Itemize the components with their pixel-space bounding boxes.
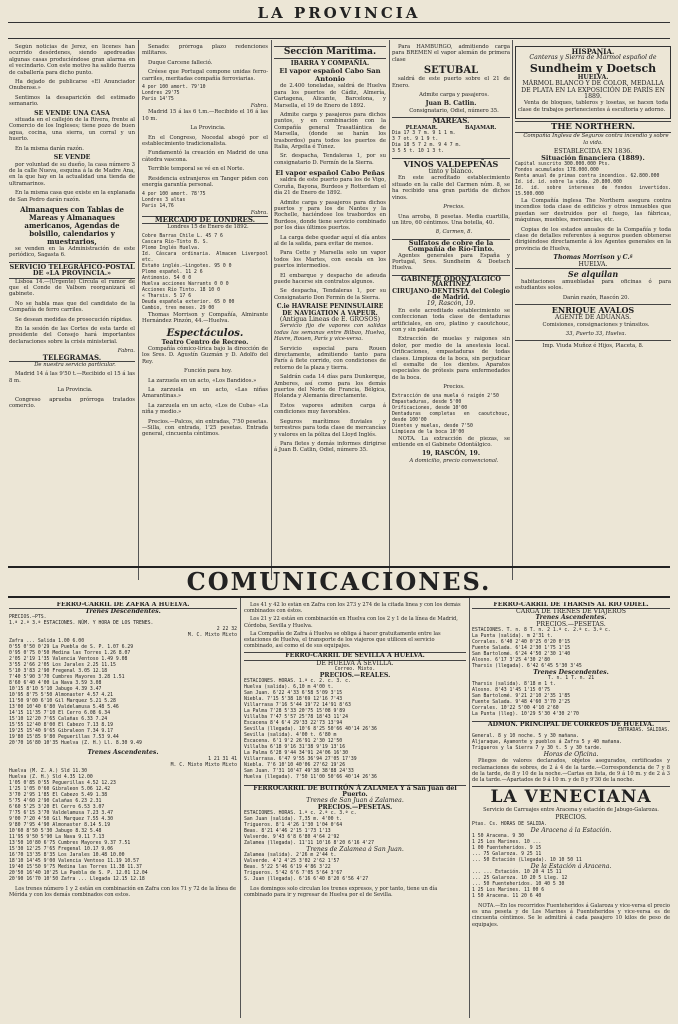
timetable-row: ... 50 Estación (Llegada). 10 10 50 11 <box>472 857 582 863</box>
column-adverts <box>515 44 671 574</box>
news-paragraph: Admite carga y pasajeros para dichos puntos, y en combinación con la Compañía general Trasatlántica de Marsella, (donde se harán los trasbordos) para todos los puertos de Italia, Argelia é Túnez. <box>274 112 386 151</box>
market-date: Londres 15 de Enero de 1892. <box>167 224 249 231</box>
timetable-note: Pliegos de valores declarados, objetos asegurados, certificados y reclamaciones de sobres, de 2 á 4 de la tarde.—Correspondencia de 7 y 8 de la tarde, de 8 y 10 de la noche.—Cartas en lista, de 9 á 10 m. y de 2 á 3 de la tarde.—Apartados de 9 á 10 m. y de 8 y 9'30 de la noche. <box>472 758 670 784</box>
timetable-row: Zafra ... Salida 1.00 6.00 <box>9 639 85 645</box>
news-paragraph: La zarzuela en un acto, «Las niñas Amarantinas.» <box>142 386 268 400</box>
timetable-row: Valverde. 4'2 4'25 3'02 2'62 1'57 <box>244 859 340 865</box>
timetable-header: M. C. Mixto Mixto <box>187 633 237 639</box>
section-heading: Sección Marítima. <box>274 46 386 59</box>
section-heading: TELEGRAMAS. <box>9 355 135 362</box>
market-line: Cobre Barras Chile L. 45 7 6 <box>142 233 223 239</box>
timetable-row: San Juan. 7'31 10'47 49'38 38'88 24'33 <box>244 769 354 775</box>
tide-low-label: BAJAMAR. <box>464 124 497 131</box>
ad-text: Darán razón, Rascón 20. <box>562 294 630 301</box>
timetable-row: 15'30 12'25 7'65 Fregenal 10.17 9.06 <box>9 846 113 852</box>
timetable-row: 1'05 0'85 0'55 Peguerillas 4.52 12.23 <box>9 780 116 786</box>
ad-text: Precios. <box>443 384 465 391</box>
ship-heading: El vapor español Cabo Peñas <box>275 169 385 178</box>
timetable-subtitle: DE HUELVA Á SEVILLA. <box>316 659 394 667</box>
ad-subheading: ESTABLECIDA EN 1836. <box>553 148 633 156</box>
news-paragraph: La carga debe quedar aquí el día antes al de la salida, para evitar de menos. <box>274 234 386 247</box>
section-heading: MAREAS. <box>392 117 510 124</box>
market-line: Paris 14'75 <box>142 97 174 103</box>
timetable-row: ... 25 Galaroza. 10 20 5 Lleg. 12 <box>472 876 568 882</box>
column-divider <box>240 598 241 1018</box>
price-line: Dientes y muelas, desde 7'50 <box>392 423 473 429</box>
timetable-row: 7'75 6'15 3'70 Valdelamusa 7.23 3.47 <box>9 810 113 816</box>
market-line: « Tharsis. 5 17 6 <box>142 293 192 299</box>
timetable-row: 0'55 0'50 0'29 La Puebla de S. P. 1.07 6.29 <box>9 645 134 651</box>
ad-heading: Se alquilan <box>515 268 671 279</box>
agent-name: Thomas Morrison y C.ª <box>553 254 633 262</box>
ad-text: Extracción de muelas y raigones sin dolor, por medio de la anestesia local. Orificaciones, empastaduras de todas clases. Limpieza de la boca, sin perjudicar el esmalte de los dientes. Aparatos especiales de prótesis para enfermedades de la boca. <box>392 336 510 381</box>
timetable-row: Escacena. 6'1 9'2 26'91 2'30 12'50 <box>244 739 343 745</box>
timetable-row: San Juan (salida). 7,35 m. 4'00 t. <box>244 816 343 822</box>
news-paragraph: Se desean medidas de prosecución rápidas. <box>15 316 133 323</box>
news-paragraph: Se despacha, Tendaleras 1, por su Consignatario Don Fermín de la Sierra. <box>274 288 386 301</box>
timetable-subtitle: PRECIOS. <box>555 814 587 822</box>
ad-heading: ENRIQUE AVALOS <box>515 304 671 315</box>
timetable-header: Ptas. Cs. HORAS DE SALIDA. <box>472 821 548 827</box>
news-paragraph: Duque Carcene falleció. <box>148 59 213 66</box>
timetable-row: 5'10 3'83 2'90 Fregenal 3.05 12.18 <box>9 669 108 675</box>
news-paragraph: Ha dejado de publicarse «El Anunciador Onubense.» <box>9 79 135 92</box>
communications-banner: COMUNICACIONES. <box>8 566 670 598</box>
timetable-subtitle: Trenes Descendentes. <box>533 668 609 676</box>
ad-address: 19, Rascón, 19. <box>426 300 476 308</box>
timetable-row: 1 25 Los Marines. 10 ... <box>472 839 542 845</box>
news-paragraph: En el Congreso, Nocedal abogó por el establecimiento tradicionalista. <box>142 134 268 148</box>
timetable-row: 19'40 15'50 9'75 Medina las Torres 11.38 11.37 <box>9 864 142 870</box>
market-line: Estaño inglés.—Lingotes. 95 0 0 <box>142 263 232 269</box>
news-paragraph: Según noticias de Jerez, en lícenes han ocurrido desórdenes, siendo apedreadas algunas casas produciéndose gran alarma en el vecindario. Con este motivo ha salido fuerza de caballería para dicho punto. <box>9 44 135 76</box>
news-paragraph: Congreso aprueba prórroga tratados comercio. <box>9 396 135 410</box>
timetable-header: ENTRADAS. SALIDAS. <box>618 728 670 734</box>
timetable-row: 11'50 9'00 6'10 Gil Marquez 5.21 5.28 <box>9 699 116 705</box>
ad-subheading: AGENTE DE ADUANAS. <box>554 314 632 322</box>
timetable-row: 10'60 8'50 5'30 Jabugo 8.32 5.48 <box>9 828 102 834</box>
timetable-row: Huelva (salida). 6,10 m 4'00 t. <box>244 685 334 691</box>
timetable-row: 20'50 16'40 10'25 La Puebla de S. P. 12.01 12.04 <box>9 870 148 876</box>
news-paragraph: Compañía cómico-lírica bajo la dirección de los Sres. D. Agustín Guzmán y D. Adolfo del Rey. <box>142 345 268 365</box>
sevilla-buitron-timetables <box>244 602 466 1014</box>
ad-heading: Sulfatos de cobre de la Compañía de Río-Tinto. <box>392 239 510 253</box>
ad-text: Copias de los estados anuales de la Compañía y toda clase de detalles referentes á seguros pueden obtenerse dirigiéndose directamente á los Agentes generales en la provincia de Huelva, <box>515 226 671 252</box>
finance-line: Capital suscrito 300.000.000 Pts. <box>515 161 611 167</box>
ad-text: En la misma casa que existe en la explanada de San Pedro darán razón. <box>9 190 135 203</box>
timetable-row: 15'55 12'40 8'00 El Cabezo 7.13 8.19 <box>9 723 113 729</box>
hispania-ad <box>515 46 671 119</box>
timetable-row: ... ... Estación. 10 20 4 15 11 <box>472 870 562 876</box>
timetable-subtitle: Trenes de San Juan á Zalamea. <box>306 797 404 805</box>
timetable-row: 15'10 12'20 7'65 Calañas 6.33 7.24 <box>9 717 108 723</box>
news-paragraph: Para fletes y demás informes dirigirse á Juan B. Catlin, Odiel, número 35. <box>274 440 386 454</box>
timetable-row: Sevilla (salida). 4'00 t. 6'80 m <box>244 733 337 739</box>
timetable-title: FERRO-CARRIL DE ZAFRA A HUELVA. <box>9 602 237 609</box>
news-paragraph: Madrid 15 á las 6 t.m.—Recibido el 16 á las 10 m. <box>142 109 268 122</box>
ad-text: En la misma darán razón. <box>15 145 84 152</box>
timetable-row: S. Juan (llegada). 6'16 6'40 8'20 6'56 4'27 <box>244 877 369 883</box>
ad-heading: THE NORTHERN. <box>515 121 671 133</box>
timetable-row: Escacena 8'4 6'4 29'33 22'73 13'94 <box>244 721 343 727</box>
finance-line: Renta anual de primas contra incendios. 62.800.000 <box>515 173 660 179</box>
timetable-row: 1 50 Aracena. 11 20 6 40 <box>472 894 542 900</box>
company-name: IBARRA Y COMPAÑÍA. <box>290 60 370 67</box>
news-paragraph: Consignatario, Odiel, número 35. <box>409 107 499 114</box>
market-line: Antimonio. 54 0 0 <box>142 275 192 281</box>
ad-text: situada en el callejón de la Rivera, frente al Comercio de los Ingleses; tiene pozo de buen agua, cocina, una sierra, un corral y un huerto. <box>9 117 135 143</box>
news-paragraph: Precios.—Palcos, sin entradas, 7'50 pesetas.—Silla, con entrada, 1'25 pesetas. Entrada general, cincuenta céntimos. <box>142 418 268 438</box>
news-paragraph: Terrible temporal se vé en el Norte. <box>148 166 245 173</box>
market-line: Londres 3 altas <box>142 197 186 203</box>
timetable-row: 6'60 5'25 3'20 El Cerro 6.53 3.07 <box>9 804 105 810</box>
ad-text: 8, Carmen, 8. <box>435 229 473 236</box>
ad-heading: SE VENDE <box>53 154 91 162</box>
news-paragraph: Servicio fijo de vapores con salidas todas las semanas entre Bilbao, Huelva, Havre, Rouen, París y vice-versa. <box>274 323 386 343</box>
timetable-note: Los 21 y 22 están en combinación en Huelva con los 2 y 1 de la línea de Madrid, Córdoba, Sevilla y Huelva. <box>244 616 458 629</box>
tharsis-correos-veneciana <box>472 602 670 1014</box>
market-line: Plomo Inglés Huelva. <box>142 245 200 251</box>
timetable-row: Villarrasa 7'16 5'44 19'72 14'91 8'63 <box>244 703 351 709</box>
finance-line: Id. id. sobre intereses de fondos invertidos. 15.500.000 <box>515 185 671 197</box>
timetable-note: NOTA.—En los recorridos Fuenteheridos á Galaroza y vice-versa el precio es una peseta y de Los Marines á Fuenteheridos y vice-versa es de cincuenta céntimos. Se le admitirá á cada pasajero 10 kilos de peso de equipajes. <box>472 903 670 928</box>
ad-text: En este acreditado establecimiento situado en la calle del Carmen núm. 8, se ha recibido una gran partida de dichos vinos. <box>392 175 510 201</box>
price-line: Dentaduras completas en caoutchouc, desde 100'00 <box>392 411 510 423</box>
timetable-header: ESTACIONES. HORAS. 1.ª c. 2.ª c. 3.ª c. <box>244 810 357 816</box>
signature: Fabra. <box>250 209 268 216</box>
timetable-subtitle: Trenes Ascendentes. <box>87 749 159 757</box>
tide-row: Dia 17 3 7 m. 9 1 1 m. <box>392 131 456 137</box>
news-paragraph: Saldrán cada 14 días para Dunkerque, Amberes, así como para los demás puertos del Norte de Francia, Bélgica, Holanda y Alemania directamente. <box>274 374 386 400</box>
ad-text: Comisiones, consignaciones y tránsitos. <box>542 321 650 328</box>
timetable-row: Zalamea (salida). 2'26 m 2'44 t. <box>244 853 337 859</box>
ad-city: HUELVA. <box>578 260 608 268</box>
news-paragraph: La zarzuela en un acto, «Los de Cuba» «La niña y medio.» <box>142 402 268 416</box>
market-line: Cambio, tres meses. 29 00 <box>142 305 215 311</box>
news-paragraph: Estos vapores admiten carga á condiciones muy favorables. <box>274 402 386 416</box>
finance-line: Id. id. id. sobre la vida. 20.800.000 <box>515 179 622 185</box>
timetable-row: 10'95 8'75 5'50 Almonaster 4.57 4.21 <box>9 693 113 699</box>
masthead-rule-bottom <box>8 38 670 39</box>
market-line: Londres 29'75 <box>142 91 180 97</box>
zafra-huelva-timetable <box>9 602 237 1014</box>
timetable-row: 19'25 15'40 9'65 Gibraleon 7.34 9.17 <box>9 729 113 735</box>
timetable-subtitle: Trenes Ascendentes. <box>535 614 607 622</box>
ad-subheading: CIRUJANO-DENTISTA del Colegio de Madrid. <box>392 287 510 301</box>
ad-heading: GABINETE ODONTÁLGICO <box>392 275 510 282</box>
column-divider <box>138 40 139 580</box>
timetable-row: Beas. 5'22 5'46 6'19 4'86 3'22 <box>244 865 331 871</box>
timetable-row: 0'95 0'75 0'50 Medina las Torres 1.26 8.07 <box>9 651 131 657</box>
timetable-note: Los trenes número 1 y 2 están en combinación en Zafra con los 71 y 72 de la línea de Mérida y con los demás combinados con estos. <box>9 885 236 898</box>
timetable-title: FERRO-CARRIL DE THARSIS AL RIO ODIEL. <box>472 602 670 609</box>
timetable-row: 14'15 11'35 7'10 El Cerro 6.08 6.34 <box>9 711 111 717</box>
news-paragraph: La Provincia. <box>190 125 226 132</box>
timetable-row: Villalba 7'47 5'57 25'78 18'43 11'24 <box>244 715 348 721</box>
news-paragraph: Función para hoy. <box>184 368 232 375</box>
ad-text: A domicilio, precio convencional. <box>409 457 499 464</box>
timetable-row: Villalba 6'18 9'16 31'38 9'19 13'16 <box>244 745 346 751</box>
ad-text: habitaciones amuebladas para oficinas ó para estudiantes solos. <box>515 278 671 292</box>
ad-text: por voluntad de su dueño, la casa número 3 de la calle Nueva, esquina á la de Madre Ana, en la que hay en la actualidad una tienda de ultramarinos. <box>9 161 135 187</box>
timetable-row: San Bartolomé. 6'24 4'50 2'30 1'40 <box>472 651 571 657</box>
price-line: Extracción de una muela ó raigón 2'50 <box>392 393 499 399</box>
timetable-subtitle: PRECIOS.—PESETAS. <box>536 620 606 628</box>
news-paragraph: El embarque y despacho de adeuda puede hacerse sin contratos algunos. <box>274 272 386 285</box>
timetable-subtitle: De Aracena á la Estación. <box>530 826 612 834</box>
timetable-row: Huelva (llegada). 7'50 11'00 50'66 40'14 26'36 <box>244 775 377 781</box>
timetable-subtitle: CARGA DE TRENES DE VIAJEROS <box>516 608 626 616</box>
timetable-row: 11'95 9'50 5'90 La Nava 9.11 7.13 <box>9 834 105 840</box>
timetable-row: Beas. 8'21 4'46 2'15 1'73 1'13 <box>244 828 331 834</box>
timetable-title: FERRO-CARRIL DE SEVILLA A HUELVA. <box>244 652 466 660</box>
timetable-row: 3'70 2'95 1'85 El Cabezo 5.49 1.38 <box>9 792 108 798</box>
timetable-row: La Palma 7'28 5'33 20'75 15'08 9'89 <box>244 709 346 715</box>
column-telegrams <box>142 44 268 574</box>
timetable-subtitle: Trenes Descendentes. <box>85 608 161 616</box>
news-paragraph: Para Cette y Marsella solo un vapor todos los Martes, con escala en los puertos intermedios. <box>274 250 386 270</box>
column-divider <box>512 40 513 580</box>
column-news <box>9 44 135 574</box>
market-line: Cascara Río-Tinto B. S. <box>142 239 209 245</box>
news-paragraph: saldrá de este puerto sobre el 21 de Enero. <box>392 76 510 89</box>
ship-heading: El vapor español Cabo San Antonio <box>279 67 381 84</box>
signature: Fabra. <box>250 103 268 110</box>
ad-text: NOTA. La extracción de piezas, se entiende en el Gabinete Odontálgico. <box>392 435 510 449</box>
finance-line: Fondos acumulados 178.000.000 <box>515 167 599 173</box>
timetable-header: 1 21 31 41 <box>208 756 237 762</box>
ad-text: Venta de bloques, tableros y losetas, se hacen toda clase de trabajos pertenecientes á escultoria y adorno. <box>518 100 668 113</box>
timetable-subtitle: De la Estación á Aracena. <box>530 862 612 870</box>
news-paragraph: Lisboa 14.—(Urgente) Circula el rumor de que el Conde de Valbom reorganizará el gabinete. <box>9 278 135 298</box>
ad-text: Precios. <box>443 204 465 211</box>
news-paragraph: Sentimos la desaparición del estimado semanario. <box>9 94 135 108</box>
news-paragraph: saldrá de este puerto para los de Vigo, Coruña, Bayona, Burdeos y Rotterdam el día 21 de Enero de 1892. <box>274 177 386 197</box>
timetable-row: 1 00 Fuenteheridos. 9 15 <box>472 845 542 851</box>
tide-row: 3 7 ot. 9 1 9 t. <box>392 137 439 143</box>
ad-heading: HISPANIA. <box>571 47 615 56</box>
timetable-row: Aljaraque, Ayamonte y pueblos á Zafra 5 y 40 mañana. <box>472 740 623 746</box>
timetable-row: 9'00 7'20 4'50 Gil Marquez 7.55 4.30 <box>9 816 113 822</box>
timetable-subtitle: PRECIOS.—PESETAS. <box>317 803 393 811</box>
ad-text: En este acreditado establecimiento se confeccionan toda clase de dentaduras artificiales, en oro, platino y caoutchouc, con y sin paladar. <box>392 307 510 333</box>
market-line: Id. Cáscara ordinaria. Almacen Liverpool etc. <box>142 251 268 263</box>
company-heading: C.ie HAVRAISE PENINSULAIRE DE NAVIGATION A VAPEUR. <box>276 303 384 317</box>
timetable-row: San Juan. 6'22 4'33 6'58 5'09 3'15 <box>244 691 343 697</box>
market-line: 4 por 100 amort. 79'10 <box>142 85 206 91</box>
timetable-subtitle: PRECIOS.—REALES. <box>319 671 391 679</box>
ad-text: 33, Puerto 33, Huelva. <box>565 330 627 337</box>
timetable-header: PRECIOS.—PTS. <box>9 615 47 621</box>
timetable-row: 1 25 Los Marines. 11 00 6 <box>472 888 545 894</box>
column-divider <box>271 40 272 580</box>
timetable-header: ESTACIONES. HORAS. 1.ª c. 2. c. 3. c. <box>244 679 351 685</box>
printer-imprint: Imp. Viuda Muñoz é Hijos, Placeta, 8. <box>515 340 671 349</box>
ad-text: se venden en la Administración de este periódico, Sagasta 6. <box>9 245 135 259</box>
agent-name: Juan B. Catlin. <box>425 100 477 108</box>
timetable-row: Huelva (Z. H.) Sld 4.35 12.00 <box>9 774 93 780</box>
timetable-row: 20'90 16'70 10'50 Zafra ... Llegada 12.15 12.18 <box>9 876 145 882</box>
timetable-row: La Punta (salida). m 2'31 t. <box>472 633 553 639</box>
masthead-rule-top <box>8 22 670 23</box>
news-paragraph: Para HAMBURGO, admitiendo carga para BREMEN el vapor alemán de primera clase <box>392 44 510 63</box>
timetable-subtitle: Trenes de Zalamea á San Juan. <box>306 845 404 853</box>
timetable-row: Valverde. 9'43 6'8 6'80 4'64 2'92 <box>244 834 340 840</box>
veneciana-heading: LA VENECIANA <box>472 786 670 807</box>
news-paragraph: Thomas Morrison y Compañía, Almirante Hernández Pinzón, 44.—Huelva. <box>142 311 268 325</box>
timetable-row: 19'80 15'85 9'80 Peguerillas 7.53 9.44 <box>9 735 119 741</box>
ad-heading: VINOS VALDEPEÑAS <box>392 158 510 169</box>
news-paragraph: Admite carga y pasajeros para dichos puertos y para los de Nantes y la Rochelle, haciéndose los trasbordos en Burdeos, donde tiene servicio combinado por los días últimos puertos. <box>274 199 386 232</box>
company-name: Sundheim y Doetsch <box>529 61 657 75</box>
timetable-row: 2'05 2'19 1'35 Valencia Ventoso 1.49 9.08 <box>9 657 128 663</box>
tide-row: 3 5 5 t. 10 1 3 t. <box>392 149 444 155</box>
market-line: Huelva acciones Warrants 0 0 0 <box>142 281 229 287</box>
market-line: Plomo español. 11 2 6 <box>142 269 203 275</box>
timetable-row: Niebla. 7'15 5'38 18'69 12'16 7'43 <box>244 697 343 703</box>
section-heading: SERVICIO TELEGRÁFICO-POSTAL DE «LA PROVINCIA.» <box>9 262 135 278</box>
timetable-note: Los domingos solo circulan los trenes expresos, y por tanto, tiene un día combinado para ir y regresar de Huelva por el de Sevilla. <box>244 886 438 899</box>
news-paragraph: Madrid 14 á las 9'50 t.—Recibido el 15 á las 8 m. <box>9 371 135 384</box>
column-divider <box>469 598 470 1018</box>
timetable-row: Huelva (M. Z. A.) Sld 11.30 <box>9 768 87 774</box>
ad-text: Servicio de Carruajes entre Aracena y estación de Jabugo-Galaroza. <box>483 807 659 814</box>
timetable-row: Fuente Salada. 9'48 4'60 3'70 2'25 <box>472 700 571 706</box>
timetable-row: San Bartolomé. 9'21 2'10 2'35 1'85 <box>472 694 571 700</box>
price-line: Empastaduras, desde 5'00 <box>392 399 462 405</box>
section-heading: Espectáculos. <box>166 327 244 339</box>
timetable-row: La Palma 6'28 9'44 34'91 24'06 16'30 <box>244 751 348 757</box>
column-maritime <box>274 44 386 574</box>
timetable-row: Trigueros y la Sierra 7 y 30 t. 5 y 30 tarde. <box>472 746 602 752</box>
timetable-row: Alosno. 6'17 3'25 4'30 2'80 <box>472 657 550 663</box>
ad-city: HUELVA. <box>577 73 609 81</box>
timetable-row: 20'70 16'80 10'35 Huelva (Z. H.) Ll. 8.30 9.49 <box>9 741 142 747</box>
news-paragraph: En la sesión de las Cortes de esta tarde el presidente del Consejo hará importantes declaraciones sobre la crisis ministerial. <box>9 326 135 345</box>
timetable-row: Trigueros. 8'1 4'26 1'30 1'04 0'64 <box>244 822 343 828</box>
timetable-row: 10'15 8'10 5'10 Jabugo 4.39 3.47 <box>9 687 102 693</box>
timetable-row: Trigueros. 5'42 6'6 7'05 5'64 3'67 <box>244 871 343 877</box>
timetable-row: Tharsis (llegada). 6'42 6'45 5'30 3'45 <box>472 663 582 669</box>
timetable-title: FERROCARRIL DE BUITRÓN Á ZALAMEA Y á San Juan del Puerto. <box>244 785 466 798</box>
timetable-row: 3'55 2'66 2'05 Los Jarales 2.25 11.15 <box>9 663 116 669</box>
market-line: Paris 14,76 <box>142 203 174 209</box>
news-paragraph: Seguros marítimos fluviales y terrestres para toda clase de mercancías y valores en la póliza del Lloyd Inglés. <box>274 418 386 438</box>
timetable-row: 5'75 4'60 2'90 Calañas 6.23 2.31 <box>9 798 102 804</box>
column-shipping-ads <box>392 44 510 574</box>
news-paragraph: La Provincia. <box>57 387 93 394</box>
timetable-note: La Compañía de Zafra á Huelva se obliga á hacer gratuitamente entre las estaciones de Huelva, el transporte de los viajeros que utilicen el servicio combinado, así como el de sus equipajes. <box>244 630 441 650</box>
timetable-row: 13'50 10'80 6'75 Cumbres Mayores 9.37 7.51 <box>9 840 131 846</box>
timetable-row: 16'70 13'35 8'35 Los Jarales 10.48 10.00 <box>9 852 125 858</box>
timetable-header: Correo. Mixto. <box>334 666 376 672</box>
timetable-row: Alosno. 8'43 1'45 1'15 0'75 <box>472 688 550 694</box>
timetable-header: 2 22 32 <box>216 627 237 633</box>
timetable-row: Zalamea (llegada). 11'11 10'16 8'20 6'16 4'27 <box>244 840 374 846</box>
column-divider <box>389 40 390 580</box>
timetable-row: Fuente Salada. 6'14 2'30 1'75 1'15 <box>472 645 571 651</box>
tide-row: Dia 18 5 7 2 m. 9 4 7 m. <box>392 143 462 149</box>
news-paragraph: Fundamentó la creación en Madrid de una cátedra vascona. <box>142 150 268 163</box>
section-heading: MERCADO DE LONDRES. <box>142 216 268 224</box>
news-paragraph: No se habla mas que del candidato de la Compañía de ferro carriles. <box>9 300 135 314</box>
timetable-row: 1'25 1'05 0'60 Gibraleon 5.06 12.42 <box>9 786 111 792</box>
market-line: Deuda española exterior. 65 0 00 <box>142 299 235 305</box>
ad-subheading: tinto y blanco. <box>428 168 474 176</box>
timetable-row: Tharsis (salida). 8'18 m 1 t. <box>472 682 556 688</box>
ad-subheading: MARTÍNEZ <box>431 281 471 289</box>
ad-address: 19, RASCÓN, 19. <box>422 450 480 458</box>
price-line: Limpieza de la boca 10'00 <box>392 429 465 435</box>
timetable-header: 1.ª 2.ª 3.ª ESTACIONES. NÚM. Y HORA DE LOS TRENES. <box>9 621 154 627</box>
theatre-name: Teatro Centro de Recreo. <box>161 338 249 346</box>
masthead-title: LA PROVINCIA <box>257 4 421 22</box>
timetable-row: 8'60 6'40 4'00 La Nava 3.59 3.08 <box>9 681 102 687</box>
market-line: 4 por 100 amort. 78'75 <box>142 191 206 197</box>
timetable-header: T. n. 1 T. n. 21 <box>547 676 595 682</box>
timetable-row: 13'00 10'40 6'80 Valdelamusa 5.48 5.46 <box>9 705 119 711</box>
timetable-row: La Punta (lleg). 10'29 5'30 4'30 2'70 <box>472 712 579 718</box>
ad-heading: Almanaques con Tablas de Mareas y Almanaques americanos, Agendas de bolsillo, calendarios y muestrarios, <box>20 204 124 246</box>
timetable-row: 1 50 Aracena. 9 30 <box>472 833 524 839</box>
news-paragraph: Sr. despacha, Tendaleras 1, por su consignatario D. Fermín de la Sierra. <box>274 153 386 166</box>
timetable-row: 9'80 7'95 4'90 Almonaster 8.14 5.19 <box>9 822 111 828</box>
signature: Fabra. <box>117 348 135 355</box>
timetable-row: General. 8 y 10 noche. 5 y 30 mañana. <box>472 734 579 740</box>
price-line: Orificaciones, desde 10'00 <box>392 405 468 411</box>
timetable-row: Corrales. 6'40 2'40 0'25 0'20 0'15 <box>472 639 571 645</box>
news-paragraph: Admite carga y pasajeros. <box>419 92 489 99</box>
ad-text: Compañía Inglesa de Seguros contra incendio y sobre la vida. <box>523 133 669 146</box>
timetable-title: ADMON. PRINCIPAL DE CORREOS DE HUELVA. <box>472 721 670 728</box>
ad-text: Una arroba, 8 pesetas. Media cuartilla, un litro, 60 céntimos. Una botella, 40. <box>392 213 510 226</box>
timetable-row: ... 75 Galaroza. 9 25 11 <box>472 851 542 857</box>
news-paragraph: Senado: prórroga plazo redenciones militares. <box>142 44 268 57</box>
timetable-row: Sevilla (llegada). 10'6 8'25 50'66 40'14 26'36 <box>244 727 377 733</box>
news-paragraph: de 2.400 toneladas, saldrá de Huelva para los puertos de Cádiz, Almería, Cartagena, Alicante, Barcelona, y Marsella, el 19 de Enero de 1892. <box>274 83 386 109</box>
ad-text: Agentes generales para España y Portugal, Sres. Sundheim & Doetsch Huelva. <box>392 252 510 272</box>
market-line: Acciones Río Tinto. 18 10 0 <box>142 287 220 293</box>
ad-text: La Compañía inglesa The Northern asegura contra incendios toda clase de edificios y otros inmuebles que puedan ser destruidos por el fuego, las fábricas, máquinas, muebles, mercancías, etc. <box>515 197 671 224</box>
timetable-row: Villarrasa. 6'47 9'55 36'94 27'05 17'39 <box>244 757 357 763</box>
tide-high-label: PLEAMAR. <box>405 124 438 131</box>
news-paragraph: Residencia extranjeros en Tanger piden con energía garantía personal. <box>142 175 268 189</box>
timetable-row: 18'10 14'45 9'00 Valencia Ventoso 11.19 10.57 <box>9 858 139 864</box>
timetable-header: M. C. Mixto Mixto Mixto <box>170 762 237 768</box>
timetable-subtitle: Horas de Oficina. <box>543 751 599 759</box>
timetable-row: Corrales. 10'22 5'00 4'10 2'60 <box>472 706 559 712</box>
ad-subheading: Situación financiera (1889). <box>541 154 645 163</box>
timetable-row: 7'40 5'90 3'70 Cumbres Mayores 3.28 1.51 <box>9 675 125 681</box>
company-subheading: (Antigua Lineas de E. GROSOS) <box>279 316 381 323</box>
news-paragraph: Créese que Portugal compone unidas ferro-carriles, meritadas compañía ferroviarias. <box>142 69 268 82</box>
news-paragraph: De nuestra servicio particular. <box>34 362 116 369</box>
timetable-row: Niebla. 7'6 10'10 40'06 27'62 19'26 <box>244 763 346 769</box>
ad-text: MÁRMOL BLANCO Y DE COLOR, MEDALLA DE PLATA EN LA EXPOSICIÓN DE PARÍS EN 1889. <box>521 80 665 101</box>
timetable-note: Los 41 y 42 lo están en Zafra con los 273 y 274 de la citada línea y con los demás combinados con éstos. <box>244 602 461 615</box>
timetable-row: ... 50 Fuenteheridos. 10 40 5 30 <box>472 882 565 888</box>
ship-name: SETUBAL <box>423 65 479 77</box>
news-paragraph: Servicio especial para Rouen directamente, admitiendo tanto para París á flete corrido, con condiciones de retorno de la plaza y tierra. <box>274 345 386 371</box>
timetable-header: ESTACIONES. T. n. 8 T. n. 2 1.ª c. 2.ª c. 3.ª c. <box>472 627 611 633</box>
ad-subheading: Canteras y Sierra de Mármol español de <box>529 54 657 62</box>
news-paragraph: La zarzuela en un acto, «Los Bandidos.» <box>148 377 257 384</box>
ad-heading: SE VENDE UNA CASA <box>34 109 110 117</box>
